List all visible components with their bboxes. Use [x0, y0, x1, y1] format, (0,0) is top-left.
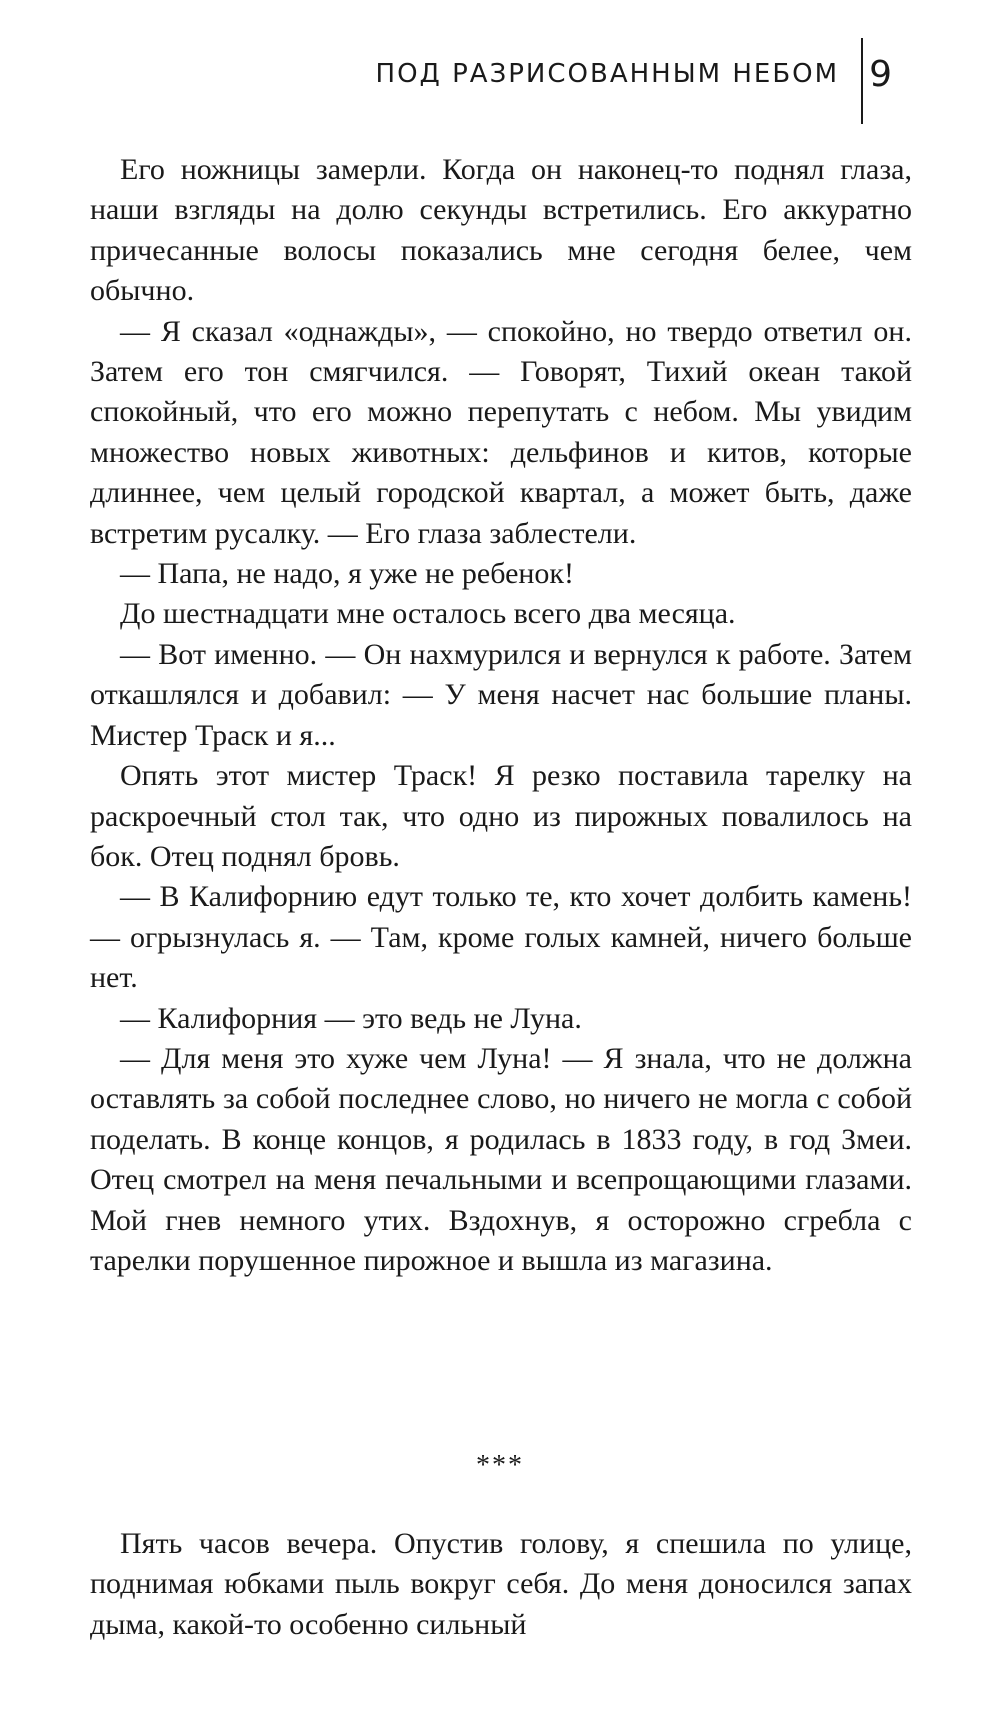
- paragraph: — Калифорния — это ведь не Луна.: [120, 1001, 582, 1035]
- paragraph: — В Калифорнию едут только те, кто хочет долбить камень! — огрызнулась я. — Там, кроме голых камней, ничего больше нет.: [90, 880, 912, 995]
- paragraph: До шестнадцати мне осталось всего два месяца.: [120, 597, 736, 631]
- paragraph: — Я сказал «однажды», — спокойно, но твердо ответил он. Затем его тон смягчился. — Говорят, Тихий океан такой спокойный, что его можно перепутать с небом. Мы увидим множество новых животных: дельфинов и китов, которые длиннее, чем целый городской квартал, а может быть, даже встретим русалку. — Его глаза заблестели.: [90, 314, 912, 550]
- paragraph: — Папа, не надо, я уже не ребенок!: [120, 557, 574, 591]
- header-divider: [861, 38, 863, 124]
- section-separator: ***: [476, 1450, 524, 1481]
- section-two-text: [90, 1524, 912, 1645]
- page-number: 9: [869, 53, 892, 95]
- running-head: [376, 44, 892, 104]
- paragraph: Опять этот мистер Траск! Я резко поставила тарелку на раскроечный стол так, что одно из пирожных повалилось на бок. Отец поднял бровь.: [90, 759, 912, 873]
- main-text: [90, 150, 912, 1281]
- paragraph: Его ножницы замерли. Когда он наконец-то поднял глаза, наши взгляды на долю секунды встретились. Его аккуратно причесанные волосы показались мне сегодня белее, чем обычно.: [90, 153, 912, 308]
- running-title: ПОД РАЗРИСОВАННЫМ НЕБОМ: [375, 59, 840, 89]
- paragraph: Пять часов вечера. Опустив голову, я спешила по улице, поднимая юбками пыль вокруг себя. До меня доносился запах дыма, какой-то особенно сильный: [90, 1527, 912, 1641]
- paragraph: — Для меня это хуже чем Луна! — Я знала, что не должна оставлять за собой последнее слово, но ничего не могла с собой поделать. В конце концов, я родилась в 1833 году, в год Змеи. Отец смотрел на меня печальными и всепрощающими глазами. Мой гнев немного утих. Вздохнув, я осторожно сгребла с тарелки порушенное пирожное и вышла из магазина.: [90, 1041, 912, 1277]
- paragraph: — Вот именно. — Он нахмурился и вернулся к работе. Затем откашлялся и добавил: — У меня насчет нас большие планы. Мистер Траск и я...: [90, 637, 912, 752]
